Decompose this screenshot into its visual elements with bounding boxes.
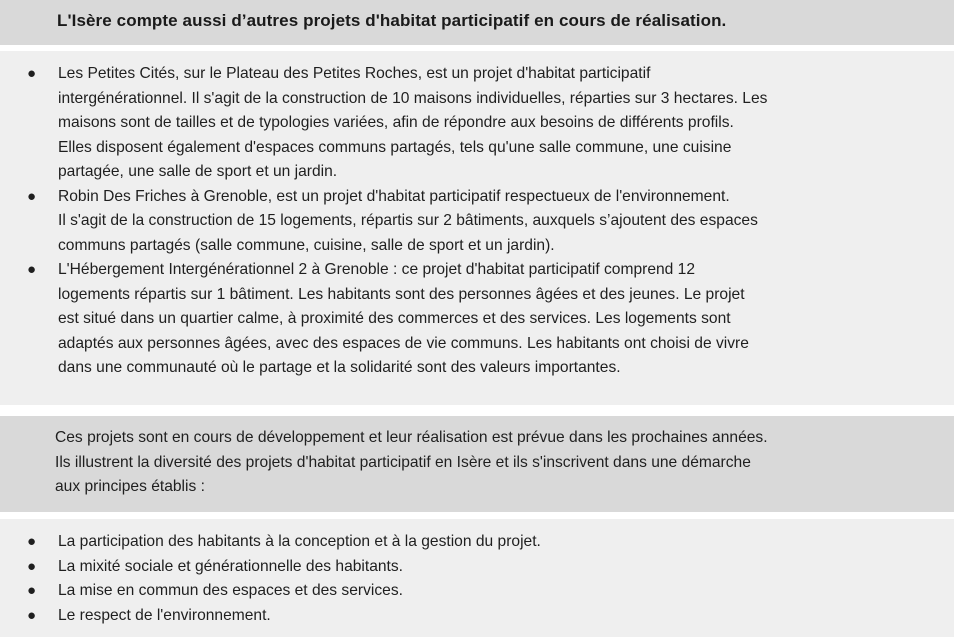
list-item-line: L'Hébergement Intergénérationnel 2 à Grenoble : ce projet d'habitat participatif comprend 12 xyxy=(58,261,696,278)
bullet-icon: ● xyxy=(27,582,37,599)
list-item-text: La participation des habitants à la conception et à la gestion du projet. xyxy=(58,533,541,550)
summary-line: aux principes établis : xyxy=(55,478,205,495)
list-item xyxy=(0,62,954,185)
list-item-line: dans une communauté où le partage et la solidarité sont des valeurs importantes. xyxy=(58,359,621,376)
list-item xyxy=(0,579,954,604)
bullet-icon: ● xyxy=(27,65,37,82)
list-item-line: partagée, une salle de sport et un jardin. xyxy=(58,163,338,180)
bullet-icon: ● xyxy=(27,557,37,575)
summary-line: Ils illustrent la diversité des projets d'habitat participatif en Isère et ils s'inscrivent dans une démarche xyxy=(55,453,751,471)
list-item xyxy=(0,530,954,555)
title-band xyxy=(0,0,954,45)
bullet-icon: ● xyxy=(27,261,37,278)
list-item xyxy=(0,555,954,580)
list-item-line: Il s'agit de la construction de 15 logements, répartis sur 2 bâtiments, auxquels s’ajoutent des espaces xyxy=(58,212,758,229)
list-item-line: Les Petites Cités, sur le Plateau des Petites Roches, est un projet d'habitat participatif xyxy=(58,65,651,82)
list-item-line: Elles disposent également d'espaces communs partagés, tels qu'une salle commune, une cuisine xyxy=(58,138,732,156)
bullet-icon: ● xyxy=(27,606,37,624)
list-item-line: adaptés aux personnes âgées, avec des espaces de vie communs. Les habitants ont choisi de vivre xyxy=(58,334,749,352)
list-item-line: communs partagés (salle commune, cuisine, salle de sport et un jardin). xyxy=(58,236,555,254)
list-item xyxy=(0,185,954,259)
list-item-line: maisons sont de tailles et de typologies variées, afin de répondre aux besoins de différents profils. xyxy=(58,114,734,131)
list-item xyxy=(0,258,954,381)
bullet-icon: ● xyxy=(27,533,37,550)
list-item xyxy=(0,604,954,629)
summary-line: Ces projets sont en cours de développement et leur réalisation est prévue dans les prochaines années. xyxy=(55,429,768,446)
bullet-icon: ● xyxy=(27,187,37,205)
projects-list xyxy=(0,62,954,381)
list-item-text: La mixité sociale et générationnelle des habitants. xyxy=(58,557,404,575)
summary-paragraph xyxy=(55,426,935,500)
list-item-line: intergénérationnel. Il s'agit de la construction de 10 maisons individuelles, réparties sur 3 hectares. Les xyxy=(58,89,768,107)
list-item-text: La mise en commun des espaces et des services. xyxy=(58,582,403,599)
list-item-line: Robin Des Friches à Grenoble, est un projet d'habitat participatif respectueux de l'environnement. xyxy=(58,187,730,205)
list-item-text: Le respect de l'environnement. xyxy=(58,606,271,624)
page-title: L'Isère compte aussi d’autres projets d'habitat participatif en cours de réalisation. xyxy=(57,11,727,30)
principles-list xyxy=(0,530,954,628)
list-item-line: est situé dans un quartier calme, à proximité des commerces et des services. Les logements sont xyxy=(58,310,731,327)
list-item-line: logements répartis sur 1 bâtiment. Les habitants sont des personnes âgées et des jeunes. Le projet xyxy=(58,285,745,303)
